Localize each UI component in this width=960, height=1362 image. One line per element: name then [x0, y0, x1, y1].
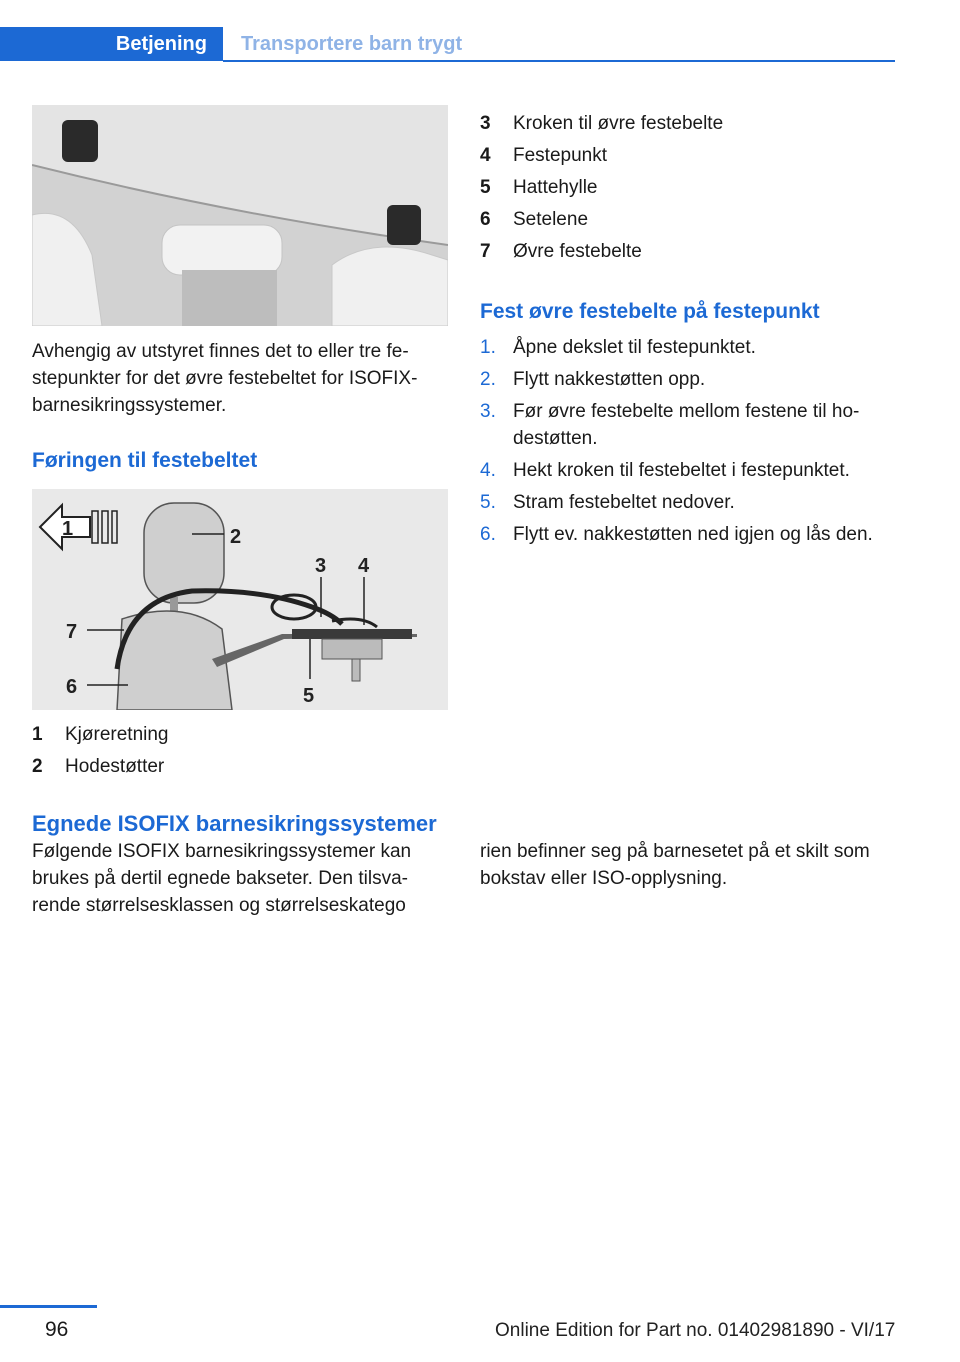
section-heading-belt-routing: Føringen til festebeltet: [32, 449, 258, 472]
section-heading-isofix: Egnede ISOFIX barnesikringssystemer: [32, 811, 437, 836]
diagram-legend-right: [480, 108, 723, 268]
legend-item: 7 Øvre festebelte: [480, 241, 642, 262]
section-tab[interactable]: Betjening: [0, 27, 223, 61]
isofix-paragraph-end: rien befinner seg på barnesetet på et skilt som bokstav eller ISO-opplysning.: [480, 841, 870, 889]
step-item: 5. Stram festebeltet nedover.: [480, 492, 735, 513]
page-number: 96: [45, 1318, 69, 1341]
legend-item: 3 Kroken til øvre festebelte: [480, 113, 724, 134]
diagram-label-2: 2: [230, 526, 242, 548]
legend-item: 2 Hodestøtter: [32, 756, 165, 777]
step-item: 1. Åpne dekslet til festepunktet.: [480, 337, 756, 358]
edition-note: Online Edition for Part no. 01402981890 - VI/17: [495, 1320, 896, 1341]
header-divider: [223, 60, 895, 62]
diagram-label-6: 6: [66, 676, 78, 698]
legend-item: 4 Festepunkt: [480, 145, 607, 166]
isofix-paragraph-start: Følgende ISOFIX barnesikringssystemer kan brukes på dertil egnede bakseter. Den tilsvarende størrelsesklassen og størrelseskatego: [32, 841, 412, 916]
step-item: 6. Flytt ev. nakkestøtten ned igjen og lås den.: [480, 524, 873, 545]
intro-paragraph: Avhengig av utstyret finnes det to eller tre festepunkter for det øvre festebeltet for ISOFIX-barnesikringssystemer.: [32, 341, 418, 416]
section-heading-attach-belt: Fest øvre festebelte på festepunkt: [480, 300, 820, 323]
legend-item: 5 Hattehylle: [480, 177, 598, 198]
page-header: [0, 27, 895, 61]
chapter-tab[interactable]: Transportere barn trygt: [241, 32, 463, 55]
rear-shelf-photo: [32, 105, 448, 326]
legend-item: 1 Kjøreretning: [32, 724, 169, 745]
belt-routing-diagram: [32, 489, 448, 710]
diagram-label-5: 5: [303, 685, 315, 707]
legend-item: 6 Setelene: [480, 209, 589, 230]
diagram-label-4: 4: [358, 555, 370, 577]
diagram-legend-left: [32, 719, 169, 783]
diagram-label-7: 7: [66, 621, 78, 643]
step-item: 4. Hekt kroken til festebeltet i festepunktet.: [480, 460, 850, 481]
step-item: 3. Før øvre festebelte mellom festene til hodestøtten.: [480, 401, 860, 449]
footer-divider: [0, 1305, 97, 1308]
diagram-label-3: 3: [315, 555, 327, 577]
diagram-label-1: 1: [62, 518, 74, 540]
step-item: 2. Flytt nakkestøtten opp.: [480, 369, 706, 390]
instruction-steps: [480, 334, 895, 553]
